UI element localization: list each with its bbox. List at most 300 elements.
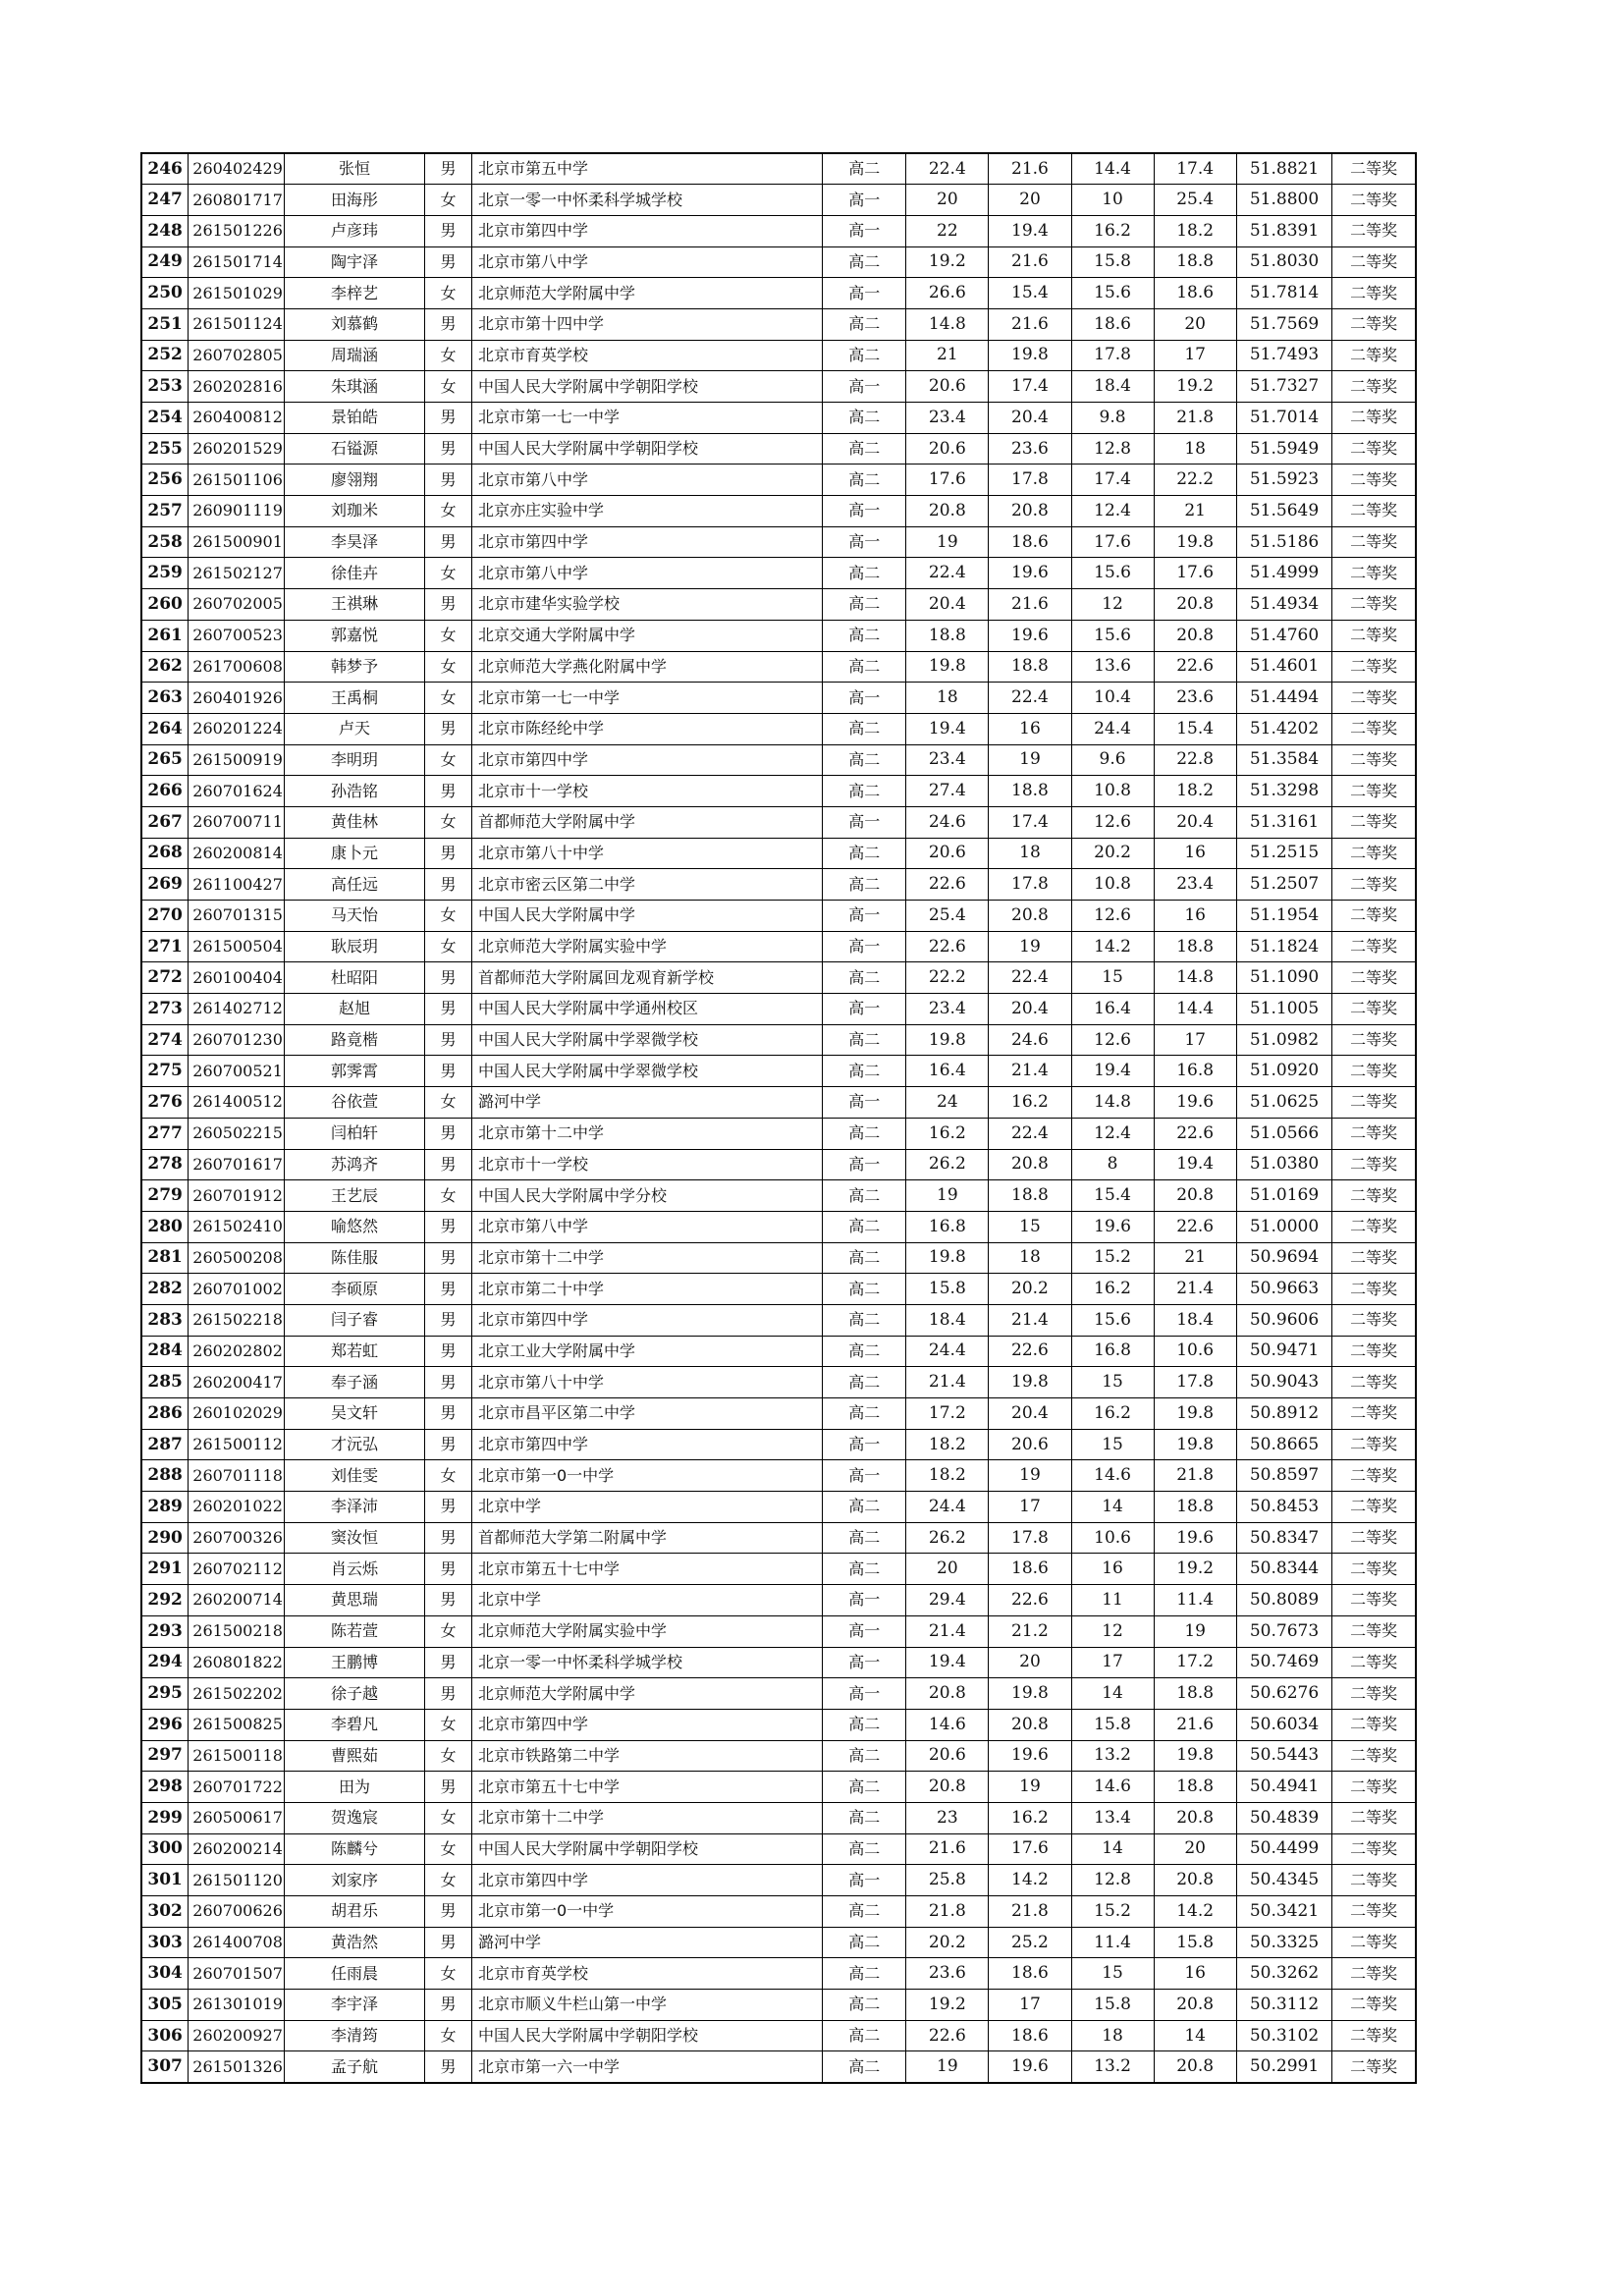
rank-cell: 281 [141, 1242, 189, 1274]
school-cell: 北京市陈经纶中学 [471, 713, 822, 744]
score-2-cell: 18 [989, 1242, 1071, 1274]
score-1-cell: 21.4 [906, 1367, 989, 1398]
award-cell: 二等奖 [1332, 1678, 1416, 1710]
gender-cell: 男 [425, 308, 472, 340]
candidate-id-cell: 260200714 [189, 1585, 285, 1616]
score-3-cell: 17 [1071, 1647, 1154, 1678]
score-2-cell: 17.8 [989, 869, 1071, 901]
candidate-id-cell: 261500112 [189, 1429, 285, 1460]
award-cell: 二等奖 [1332, 308, 1416, 340]
score-2-cell: 20.2 [989, 1274, 1071, 1305]
rank-cell: 297 [141, 1740, 189, 1772]
award-cell: 二等奖 [1332, 1024, 1416, 1056]
school-cell: 北京师范大学附属中学 [471, 278, 822, 309]
score-1-cell: 20.6 [906, 1740, 989, 1772]
score-1-cell: 14.6 [906, 1709, 989, 1740]
school-cell: 北京市第四中学 [471, 1709, 822, 1740]
school-cell: 北京师范大学附属实验中学 [471, 931, 822, 962]
award-cell: 二等奖 [1332, 1522, 1416, 1554]
gender-cell: 男 [425, 1367, 472, 1398]
grade-cell: 高二 [823, 1211, 906, 1242]
gender-cell: 男 [425, 433, 472, 465]
table-row [141, 1211, 1416, 1242]
score-1-cell: 16.4 [906, 1056, 989, 1087]
name-cell: 李昊泽 [284, 526, 424, 558]
score-2-cell: 16 [989, 713, 1071, 744]
name-cell: 刘家序 [284, 1865, 424, 1896]
school-cell: 北京市第五十七中学 [471, 1772, 822, 1803]
award-cell: 二等奖 [1332, 1647, 1416, 1678]
score-1-cell: 24.6 [906, 806, 989, 838]
score-3-cell: 12.8 [1071, 1865, 1154, 1896]
score-3-cell: 18.6 [1071, 308, 1154, 340]
score-4-cell: 16 [1154, 838, 1236, 869]
table-row [141, 962, 1416, 994]
name-cell: 廖翎翔 [284, 465, 424, 496]
score-2-cell: 20.8 [989, 496, 1071, 527]
school-cell: 北京市育英学校 [471, 1958, 822, 1990]
grade-cell: 高一 [823, 1087, 906, 1119]
score-1-cell: 22 [906, 215, 989, 246]
school-cell: 北京市第八中学 [471, 1211, 822, 1242]
score-4-cell: 18.8 [1154, 1492, 1236, 1523]
grade-cell: 高一 [823, 1647, 906, 1678]
grade-cell: 高二 [823, 744, 906, 776]
rank-cell: 247 [141, 185, 189, 216]
name-cell: 刘慕鹤 [284, 308, 424, 340]
score-1-cell: 24.4 [906, 1336, 989, 1367]
candidate-id-cell: 260702005 [189, 589, 285, 621]
rank-cell: 302 [141, 1896, 189, 1928]
table-row [141, 465, 1416, 496]
gender-cell: 男 [425, 994, 472, 1025]
rank-cell: 295 [141, 1678, 189, 1710]
school-cell: 北京工业大学附属中学 [471, 1336, 822, 1367]
score-3-cell: 13.2 [1071, 1740, 1154, 1772]
score-2-cell: 17.4 [989, 806, 1071, 838]
gender-cell: 女 [425, 806, 472, 838]
name-cell: 李硕原 [284, 1274, 424, 1305]
grade-cell: 高一 [823, 1865, 906, 1896]
total-score-cell: 51.2515 [1236, 838, 1332, 869]
award-cell: 二等奖 [1332, 496, 1416, 527]
gender-cell: 男 [425, 1429, 472, 1460]
grade-cell: 高二 [823, 651, 906, 683]
grade-cell: 高二 [823, 1274, 906, 1305]
candidate-id-cell: 260701507 [189, 1958, 285, 1990]
award-cell: 二等奖 [1332, 838, 1416, 869]
name-cell: 景铂皓 [284, 403, 424, 434]
gender-cell: 男 [425, 526, 472, 558]
table-row [141, 1304, 1416, 1336]
grade-cell: 高二 [823, 1833, 906, 1865]
award-cell: 二等奖 [1332, 1833, 1416, 1865]
award-cell: 二等奖 [1332, 1398, 1416, 1430]
name-cell: 朱琪涵 [284, 371, 424, 403]
grade-cell: 高二 [823, 1367, 906, 1398]
rank-cell: 275 [141, 1056, 189, 1087]
score-1-cell: 19.2 [906, 1990, 989, 2021]
score-4-cell: 19 [1154, 1615, 1236, 1647]
gender-cell: 男 [425, 465, 472, 496]
rank-cell: 251 [141, 308, 189, 340]
score-3-cell: 24.4 [1071, 713, 1154, 744]
score-4-cell: 18.8 [1154, 1772, 1236, 1803]
name-cell: 黄佳林 [284, 806, 424, 838]
rank-cell: 261 [141, 620, 189, 651]
score-3-cell: 17.6 [1071, 526, 1154, 558]
grade-cell: 高一 [823, 806, 906, 838]
score-1-cell: 18.2 [906, 1460, 989, 1492]
score-4-cell: 20 [1154, 308, 1236, 340]
rank-cell: 248 [141, 215, 189, 246]
score-1-cell: 22.6 [906, 931, 989, 962]
grade-cell: 高二 [823, 2020, 906, 2051]
candidate-id-cell: 261500504 [189, 931, 285, 962]
score-3-cell: 15 [1071, 962, 1154, 994]
school-cell: 北京市育英学校 [471, 340, 822, 371]
total-score-cell: 50.8347 [1236, 1522, 1332, 1554]
candidate-id-cell: 261501120 [189, 1865, 285, 1896]
school-cell: 潞河中学 [471, 1927, 822, 1958]
rank-cell: 306 [141, 2020, 189, 2051]
table-row [141, 1460, 1416, 1492]
score-4-cell: 21.8 [1154, 1460, 1236, 1492]
score-1-cell: 20.6 [906, 371, 989, 403]
gender-cell: 女 [425, 1460, 472, 1492]
score-2-cell: 22.6 [989, 1585, 1071, 1616]
name-cell: 陈若萱 [284, 1615, 424, 1647]
grade-cell: 高一 [823, 683, 906, 714]
score-3-cell: 13.6 [1071, 651, 1154, 683]
name-cell: 胡君乐 [284, 1896, 424, 1928]
score-4-cell: 22.6 [1154, 1118, 1236, 1149]
award-cell: 二等奖 [1332, 246, 1416, 278]
score-4-cell: 17.4 [1154, 153, 1236, 185]
score-2-cell: 17.4 [989, 371, 1071, 403]
school-cell: 中国人民大学附属中学翠微学校 [471, 1024, 822, 1056]
candidate-id-cell: 261501106 [189, 465, 285, 496]
score-2-cell: 21.6 [989, 589, 1071, 621]
table-row [141, 651, 1416, 683]
table-row [141, 246, 1416, 278]
score-1-cell: 29.4 [906, 1585, 989, 1616]
score-1-cell: 18.4 [906, 1304, 989, 1336]
school-cell: 北京市第十二中学 [471, 1802, 822, 1833]
total-score-cell: 50.9471 [1236, 1336, 1332, 1367]
school-cell: 北京市第四中学 [471, 1304, 822, 1336]
rank-cell: 299 [141, 1802, 189, 1833]
rank-cell: 296 [141, 1709, 189, 1740]
total-score-cell: 51.1824 [1236, 931, 1332, 962]
table-row [141, 1056, 1416, 1087]
school-cell: 北京市十一学校 [471, 1149, 822, 1180]
score-3-cell: 16.2 [1071, 1398, 1154, 1430]
school-cell: 中国人民大学附属中学通州校区 [471, 994, 822, 1025]
gender-cell: 男 [425, 962, 472, 994]
name-cell: 杜昭阳 [284, 962, 424, 994]
gender-cell: 女 [425, 1833, 472, 1865]
score-3-cell: 10.8 [1071, 776, 1154, 807]
score-2-cell: 21.6 [989, 246, 1071, 278]
score-2-cell: 18.8 [989, 1180, 1071, 1212]
grade-cell: 高二 [823, 869, 906, 901]
table-row [141, 2051, 1416, 2083]
table-row [141, 620, 1416, 651]
award-cell: 二等奖 [1332, 340, 1416, 371]
award-cell: 二等奖 [1332, 1367, 1416, 1398]
score-3-cell: 18.4 [1071, 371, 1154, 403]
table-row [141, 185, 1416, 216]
name-cell: 李碧凡 [284, 1709, 424, 1740]
total-score-cell: 51.5949 [1236, 433, 1332, 465]
candidate-id-cell: 261501226 [189, 215, 285, 246]
grade-cell: 高一 [823, 1429, 906, 1460]
rank-cell: 289 [141, 1492, 189, 1523]
score-4-cell: 22.8 [1154, 744, 1236, 776]
rank-cell: 252 [141, 340, 189, 371]
candidate-id-cell: 260701617 [189, 1149, 285, 1180]
school-cell: 北京市第二十中学 [471, 1274, 822, 1305]
rank-cell: 291 [141, 1554, 189, 1585]
rank-cell: 266 [141, 776, 189, 807]
total-score-cell: 51.1954 [1236, 901, 1332, 932]
grade-cell: 高二 [823, 1896, 906, 1928]
score-2-cell: 19.6 [989, 558, 1071, 589]
name-cell: 李宇泽 [284, 1990, 424, 2021]
score-3-cell: 12 [1071, 589, 1154, 621]
total-score-cell: 51.0566 [1236, 1118, 1332, 1149]
table-row [141, 558, 1416, 589]
rank-cell: 294 [141, 1647, 189, 1678]
total-score-cell: 51.0982 [1236, 1024, 1332, 1056]
name-cell: 奉子涵 [284, 1367, 424, 1398]
score-3-cell: 10 [1071, 185, 1154, 216]
rank-cell: 303 [141, 1927, 189, 1958]
candidate-id-cell: 260102029 [189, 1398, 285, 1430]
gender-cell: 女 [425, 901, 472, 932]
total-score-cell: 50.3112 [1236, 1990, 1332, 2021]
rank-cell: 246 [141, 153, 189, 185]
total-score-cell: 50.3262 [1236, 1958, 1332, 1990]
award-cell: 二等奖 [1332, 1585, 1416, 1616]
score-2-cell: 16.2 [989, 1087, 1071, 1119]
school-cell: 首都师范大学附属回龙观育新学校 [471, 962, 822, 994]
gender-cell: 男 [425, 589, 472, 621]
score-3-cell: 15 [1071, 1958, 1154, 1990]
score-3-cell: 17.4 [1071, 465, 1154, 496]
school-cell: 中国人民大学附属中学分校 [471, 1180, 822, 1212]
candidate-id-cell: 261501124 [189, 308, 285, 340]
table-row [141, 744, 1416, 776]
candidate-id-cell: 260702112 [189, 1554, 285, 1585]
grade-cell: 高一 [823, 215, 906, 246]
score-3-cell: 10.6 [1071, 1522, 1154, 1554]
grade-cell: 高二 [823, 1740, 906, 1772]
award-cell: 二等奖 [1332, 1927, 1416, 1958]
table-row [141, 1274, 1416, 1305]
award-cell: 二等奖 [1332, 558, 1416, 589]
gender-cell: 男 [425, 1522, 472, 1554]
table-row [141, 931, 1416, 962]
gender-cell: 女 [425, 278, 472, 309]
total-score-cell: 50.9606 [1236, 1304, 1332, 1336]
score-1-cell: 19.4 [906, 1647, 989, 1678]
total-score-cell: 51.7814 [1236, 278, 1332, 309]
score-3-cell: 15.6 [1071, 620, 1154, 651]
grade-cell: 高一 [823, 1615, 906, 1647]
gender-cell: 男 [425, 1585, 472, 1616]
gender-cell: 男 [425, 1896, 472, 1928]
grade-cell: 高二 [823, 465, 906, 496]
award-cell: 二等奖 [1332, 620, 1416, 651]
grade-cell: 高二 [823, 962, 906, 994]
score-4-cell: 18.4 [1154, 1304, 1236, 1336]
total-score-cell: 51.4934 [1236, 589, 1332, 621]
score-3-cell: 12.8 [1071, 433, 1154, 465]
gender-cell: 男 [425, 1927, 472, 1958]
award-cell: 二等奖 [1332, 713, 1416, 744]
candidate-id-cell: 260801822 [189, 1647, 285, 1678]
gender-cell: 女 [425, 1615, 472, 1647]
score-1-cell: 17.2 [906, 1398, 989, 1430]
award-cell: 二等奖 [1332, 1211, 1416, 1242]
award-cell: 二等奖 [1332, 1429, 1416, 1460]
score-3-cell: 13.2 [1071, 2051, 1154, 2083]
candidate-id-cell: 260701315 [189, 901, 285, 932]
score-1-cell: 16.8 [906, 1211, 989, 1242]
score-2-cell: 20.8 [989, 901, 1071, 932]
award-cell: 二等奖 [1332, 776, 1416, 807]
score-4-cell: 20.8 [1154, 2051, 1236, 2083]
candidate-id-cell: 260200927 [189, 2020, 285, 2051]
score-2-cell: 19.8 [989, 340, 1071, 371]
score-1-cell: 20.6 [906, 838, 989, 869]
school-cell: 中国人民大学附属中学 [471, 901, 822, 932]
total-score-cell: 50.4345 [1236, 1865, 1332, 1896]
award-cell: 二等奖 [1332, 744, 1416, 776]
total-score-cell: 51.8800 [1236, 185, 1332, 216]
rank-cell: 259 [141, 558, 189, 589]
name-cell: 吴文轩 [284, 1398, 424, 1430]
gender-cell: 男 [425, 1398, 472, 1430]
gender-cell: 男 [425, 2051, 472, 2083]
gender-cell: 男 [425, 1990, 472, 2021]
rank-cell: 250 [141, 278, 189, 309]
score-1-cell: 21.8 [906, 1896, 989, 1928]
name-cell: 韩梦予 [284, 651, 424, 683]
score-1-cell: 18.8 [906, 620, 989, 651]
rank-cell: 264 [141, 713, 189, 744]
gender-cell: 男 [425, 215, 472, 246]
score-1-cell: 20 [906, 185, 989, 216]
table-row [141, 776, 1416, 807]
award-cell: 二等奖 [1332, 1304, 1416, 1336]
total-score-cell: 50.7469 [1236, 1647, 1332, 1678]
total-score-cell: 51.4202 [1236, 713, 1332, 744]
candidate-id-cell: 260701230 [189, 1024, 285, 1056]
candidate-id-cell: 260700711 [189, 806, 285, 838]
award-cell: 二等奖 [1332, 1149, 1416, 1180]
score-2-cell: 15 [989, 1211, 1071, 1242]
total-score-cell: 50.6034 [1236, 1709, 1332, 1740]
table-row [141, 1615, 1416, 1647]
school-cell: 北京市第一0一中学 [471, 1896, 822, 1928]
score-3-cell: 15.8 [1071, 1990, 1154, 2021]
score-4-cell: 14.4 [1154, 994, 1236, 1025]
grade-cell: 高二 [823, 1802, 906, 1833]
table-row [141, 215, 1416, 246]
score-4-cell: 17 [1154, 1024, 1236, 1056]
school-cell: 北京市第四中学 [471, 1429, 822, 1460]
name-cell: 马天怡 [284, 901, 424, 932]
grade-cell: 高二 [823, 589, 906, 621]
school-cell: 北京市第十二中学 [471, 1242, 822, 1274]
score-4-cell: 18.8 [1154, 1678, 1236, 1710]
gender-cell: 女 [425, 931, 472, 962]
results-table [140, 152, 1417, 2084]
score-1-cell: 19.8 [906, 1242, 989, 1274]
table-row [141, 1772, 1416, 1803]
score-1-cell: 19 [906, 526, 989, 558]
gender-cell: 男 [425, 713, 472, 744]
name-cell: 徐佳卉 [284, 558, 424, 589]
table-row [141, 713, 1416, 744]
candidate-id-cell: 260400812 [189, 403, 285, 434]
award-cell: 二等奖 [1332, 1087, 1416, 1119]
award-cell: 二等奖 [1332, 1492, 1416, 1523]
grade-cell: 高一 [823, 1460, 906, 1492]
table-row [141, 1429, 1416, 1460]
school-cell: 北京交通大学附属中学 [471, 620, 822, 651]
score-4-cell: 20.8 [1154, 1802, 1236, 1833]
score-2-cell: 19.4 [989, 215, 1071, 246]
school-cell: 北京市第八十中学 [471, 838, 822, 869]
score-3-cell: 16.2 [1071, 1274, 1154, 1305]
rank-cell: 273 [141, 994, 189, 1025]
score-2-cell: 20.4 [989, 1398, 1071, 1430]
school-cell: 北京市第八中学 [471, 558, 822, 589]
score-2-cell: 20.4 [989, 994, 1071, 1025]
score-4-cell: 19.6 [1154, 1522, 1236, 1554]
score-3-cell: 11.4 [1071, 1927, 1154, 1958]
candidate-id-cell: 261500901 [189, 526, 285, 558]
rank-cell: 276 [141, 1087, 189, 1119]
name-cell: 窦汝恒 [284, 1522, 424, 1554]
total-score-cell: 51.4999 [1236, 558, 1332, 589]
score-4-cell: 19.8 [1154, 1398, 1236, 1430]
score-4-cell: 18.8 [1154, 931, 1236, 962]
score-3-cell: 15.6 [1071, 558, 1154, 589]
grade-cell: 高二 [823, 838, 906, 869]
score-3-cell: 14 [1071, 1492, 1154, 1523]
score-4-cell: 14.8 [1154, 962, 1236, 994]
award-cell: 二等奖 [1332, 1274, 1416, 1305]
gender-cell: 男 [425, 1211, 472, 1242]
total-score-cell: 51.4494 [1236, 683, 1332, 714]
table-row [141, 496, 1416, 527]
name-cell: 田为 [284, 1772, 424, 1803]
rank-cell: 277 [141, 1118, 189, 1149]
score-2-cell: 20 [989, 1647, 1071, 1678]
school-cell: 北京市第一七一中学 [471, 403, 822, 434]
score-4-cell: 17.8 [1154, 1367, 1236, 1398]
grade-cell: 高二 [823, 433, 906, 465]
table-row [141, 1927, 1416, 1958]
name-cell: 赵旭 [284, 994, 424, 1025]
score-3-cell: 9.8 [1071, 403, 1154, 434]
score-4-cell: 22.6 [1154, 651, 1236, 683]
